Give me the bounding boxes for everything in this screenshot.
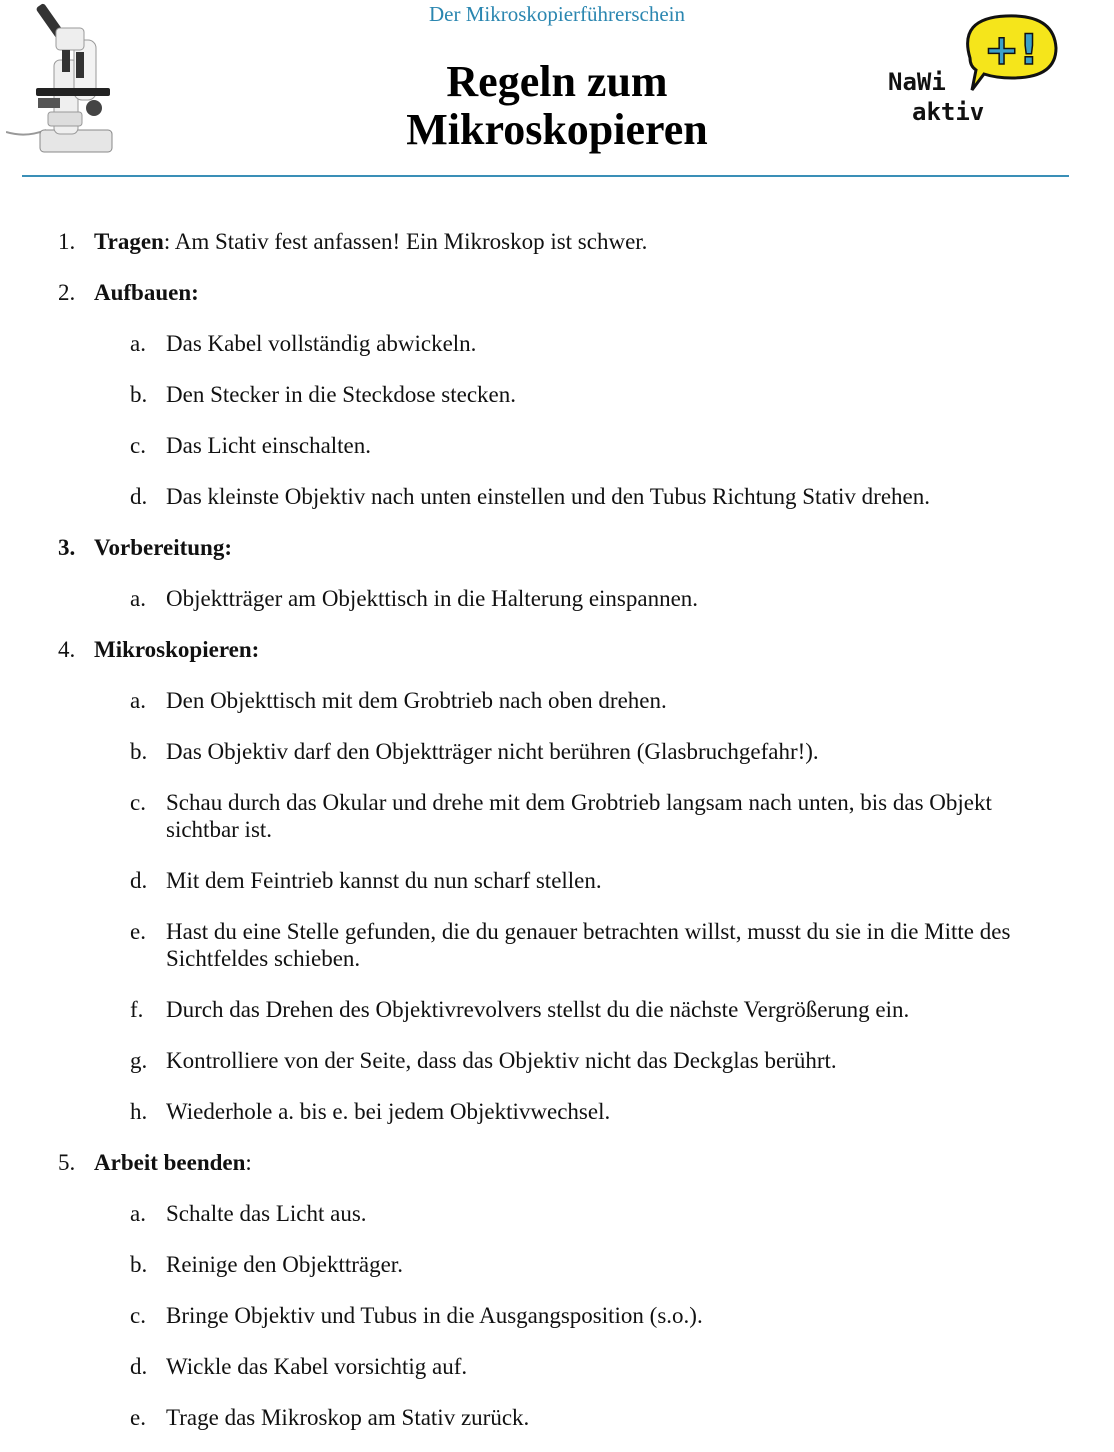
rule-item-2 xyxy=(0,279,1114,306)
rule-item-1 xyxy=(0,228,1114,255)
list-item: b. Reinige den Objektträger. xyxy=(130,1252,403,1277)
title-line-2: Mikroskopieren xyxy=(406,105,708,154)
rule-number: 3. xyxy=(58,535,76,560)
title-line-1: Regeln zum xyxy=(446,57,668,106)
rule-text: : Am Stativ fest anfassen! Ein Mikroskop ist schwer. xyxy=(163,229,648,254)
list-item: h. Wiederhole a. bis e. bei jedem Objektivwechsel. xyxy=(130,1099,611,1124)
rule-title: Arbeit beenden xyxy=(94,1150,246,1175)
list-item: b. Den Stecker in die Steckdose stecken. xyxy=(130,382,516,407)
logo-text-aktiv: aktiv xyxy=(912,98,985,126)
rule-title: Vorbereitung: xyxy=(94,535,232,560)
rule-text: : xyxy=(245,1150,252,1175)
nawi-aktiv-logo xyxy=(884,8,1064,133)
list-item: c. Bringe Objektiv und Tubus in die Ausgangsposition (s.o.). xyxy=(130,1303,703,1328)
list-item: a. Objektträger am Objekttisch in die Halterung einspannen. xyxy=(130,586,699,611)
rule-title: Mikroskopieren: xyxy=(94,637,260,662)
header-divider xyxy=(22,175,1069,177)
list-item: c. Schau durch das Okular und drehe mit dem Grobtrieb langsam nach unten, bis das Objekt sichtbar ist. xyxy=(130,790,992,842)
rule-number: 5. xyxy=(58,1150,76,1175)
list-item: a. Den Objekttisch mit dem Grobtrieb nach oben drehen. xyxy=(130,688,667,713)
list-item: g. Kontrolliere von der Seite, dass das Objektiv nicht das Deckglas berührt. xyxy=(130,1048,837,1073)
rule-number: 2. xyxy=(58,280,76,305)
list-item: a. Schalte das Licht aus. xyxy=(130,1201,367,1226)
list-item: d. Das kleinste Objektiv nach unten einstellen und den Tubus Richtung Stativ drehen. xyxy=(130,484,931,509)
rule-title: Tragen xyxy=(94,229,164,254)
rule-title: Aufbauen: xyxy=(94,280,199,305)
list-item: d. Wickle das Kabel vorsichtig auf. xyxy=(130,1354,468,1379)
logo-text-nawi: NaWi xyxy=(888,68,946,96)
logo-symbol: +! xyxy=(984,25,1039,74)
document-subtitle: Der Mikroskopierführerschein xyxy=(429,2,685,26)
rule-item-3 xyxy=(0,534,1114,561)
rule-number: 1. xyxy=(58,229,76,254)
list-item: e. Trage das Mikroskop am Stativ zurück. xyxy=(130,1405,530,1430)
rules-list xyxy=(0,228,1114,1431)
list-item: c. Das Licht einschalten. xyxy=(130,433,372,458)
list-item: b. Das Objektiv darf den Objektträger nicht berühren (Glasbruchgefahr!). xyxy=(130,739,819,764)
list-item: f. Durch das Drehen des Objektivrevolvers stellst du die nächste Vergrößerung ein. xyxy=(130,997,910,1022)
list-item: a. Das Kabel vollständig abwickeln. xyxy=(130,331,477,356)
rule-item-5 xyxy=(0,1149,1114,1176)
rule-item-4 xyxy=(0,636,1114,663)
list-item: d. Mit dem Feintrieb kannst du nun scharf stellen. xyxy=(130,868,602,893)
page-header xyxy=(0,0,1114,180)
list-item: e. Hast du eine Stelle gefunden, die du genauer betrachten willst, musst du sie in die Mitte des Sichtfeldes schieben. xyxy=(130,919,1011,971)
rule-number: 4. xyxy=(58,637,76,662)
